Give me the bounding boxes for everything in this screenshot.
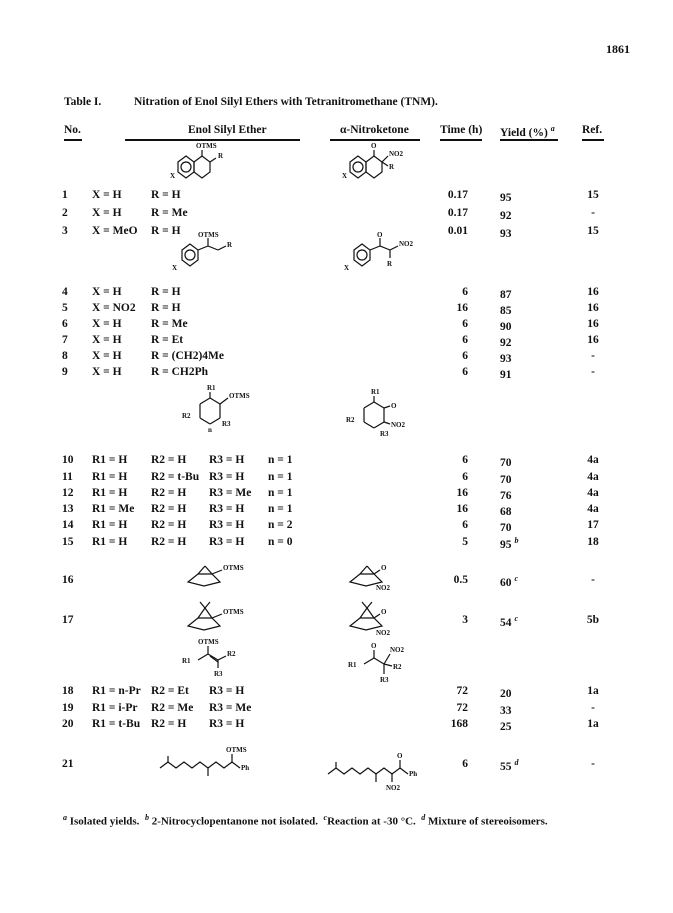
row-yield <box>500 574 518 589</box>
row-ref: - <box>591 702 595 714</box>
row-ref: - <box>591 574 595 586</box>
label-r1: R1 <box>371 388 380 396</box>
structure-nitrotetralone <box>340 142 420 184</box>
label-n: n <box>208 426 212 434</box>
label-o: O <box>381 564 387 572</box>
row-ref: 16 <box>587 318 599 330</box>
label-r2: R2 <box>346 416 355 424</box>
row-time: 6 <box>462 366 468 378</box>
row-yield-value: 33 <box>500 704 512 717</box>
header-ref: Ref. <box>582 124 603 136</box>
row-variable-3: R3 = Me <box>209 702 252 714</box>
row-ref: - <box>591 207 595 219</box>
footnote-c: Reaction at -30 °C. <box>327 815 416 828</box>
row-yield-value: 87 <box>500 288 512 301</box>
row-variable-1: X = H <box>92 189 122 201</box>
header-no: No. <box>64 124 81 136</box>
row-ref: 18 <box>587 536 599 548</box>
row-yield <box>500 702 515 717</box>
structure-norbornyl-enol-ether <box>178 560 258 590</box>
label-otms: OTMS <box>226 746 247 754</box>
row-variable-2: R = H <box>151 189 181 201</box>
structure-nitronorbornanone <box>340 560 420 594</box>
row-variable-2: R = H <box>151 286 181 298</box>
header-rule-ether <box>125 139 300 141</box>
row-variable-1: R1 = Me <box>92 503 135 515</box>
row-time: 0.5 <box>453 574 468 586</box>
label-o: O <box>371 142 377 150</box>
row-number: 17 <box>62 614 74 626</box>
row-ref: - <box>591 366 595 378</box>
row-number: 9 <box>62 366 68 378</box>
row-number: 8 <box>62 350 68 362</box>
table-footnotes <box>63 813 548 828</box>
row-ref: 1a <box>587 718 599 730</box>
row-yield <box>500 366 515 381</box>
row-number: 18 <box>62 685 74 697</box>
structure-terpenoid-enol-ether <box>152 746 272 780</box>
row-yield-footnote-mark: d <box>514 758 519 767</box>
row-variable-3: R3 = Me <box>209 487 252 499</box>
structure-cyclic-nitroketone <box>344 390 424 448</box>
label-no2: NO2 <box>376 629 390 637</box>
structure-acyclic-enol-ether <box>178 636 258 682</box>
header-rule-time <box>440 139 482 141</box>
row-variable-1: R1 = H <box>92 536 128 548</box>
row-yield <box>500 758 519 773</box>
row-time: 0.17 <box>447 207 468 219</box>
row-yield-value: 95 <box>500 191 512 204</box>
label-otms: OTMS <box>223 564 244 572</box>
row-time: 72 <box>456 685 468 697</box>
row-variable-4: n = 1 <box>268 454 293 466</box>
row-variable-3: R3 = H <box>209 536 245 548</box>
row-variable-3: R3 = H <box>209 718 245 730</box>
row-yield-value: 20 <box>500 687 512 700</box>
row-yield-footnote-mark: c <box>514 574 519 583</box>
row-time: 6 <box>462 286 468 298</box>
row-variable-2: R2 = Me <box>151 702 194 714</box>
row-variable-2: R = CH2Ph <box>151 366 209 378</box>
row-number: 4 <box>62 286 68 298</box>
structure-nitrocamphor <box>340 598 420 638</box>
row-yield <box>500 487 515 502</box>
label-otms: OTMS <box>229 392 250 400</box>
row-variable-1: X = MeO <box>92 225 138 237</box>
row-variable-1: R1 = H <box>92 519 128 531</box>
row-yield <box>500 503 515 518</box>
row-variable-1: R1 = t-Bu <box>92 718 141 730</box>
label-r2: R2 <box>393 663 402 671</box>
row-yield-value: 70 <box>500 521 512 534</box>
structure-cyclic-enol-ether <box>180 386 260 444</box>
row-number: 20 <box>62 718 74 730</box>
structure-terpenoid-nitroketone <box>320 752 440 792</box>
row-variable-1: X = H <box>92 318 122 330</box>
row-time: 16 <box>456 487 468 499</box>
row-yield-value: 93 <box>500 352 512 365</box>
row-variable-1: R1 = H <box>92 454 128 466</box>
row-yield <box>500 536 519 551</box>
row-yield <box>500 286 515 301</box>
header-enol-silyl-ether: Enol Silyl Ether <box>188 124 267 136</box>
row-yield <box>500 302 515 317</box>
row-time: 6 <box>462 334 468 346</box>
label-no2: NO2 <box>391 421 405 429</box>
row-variable-4: n = 1 <box>268 503 293 515</box>
header-yield <box>500 124 555 139</box>
label-no2: NO2 <box>386 784 400 792</box>
label-no2: NO2 <box>376 584 390 592</box>
row-yield-value: 68 <box>500 505 512 518</box>
row-yield <box>500 225 515 240</box>
row-ref: 4a <box>587 454 599 466</box>
row-variable-1: R1 = H <box>92 487 128 499</box>
row-variable-2: R2 = H <box>151 718 187 730</box>
structure-tetralone-enol-ether <box>168 142 238 184</box>
row-ref: 4a <box>587 471 599 483</box>
row-yield-value: 92 <box>500 209 512 222</box>
row-ref: - <box>591 350 595 362</box>
footnote-a: Isolated yields. <box>69 815 140 828</box>
label-r2: R2 <box>227 650 236 658</box>
row-yield <box>500 519 515 534</box>
row-variable-2: R = Me <box>151 207 188 219</box>
label-ph: Ph <box>409 770 418 778</box>
table-caption: Nitration of Enol Silyl Ethers with Tetranitromethane (TNM). <box>134 96 438 108</box>
label-r: R <box>389 163 395 171</box>
row-yield-value: 55 <box>500 760 512 773</box>
footnote-b-mark: b <box>144 813 149 822</box>
row-time: 168 <box>450 718 468 730</box>
row-ref: 16 <box>587 286 599 298</box>
row-time: 0.17 <box>447 189 468 201</box>
label-r3: R3 <box>214 670 223 678</box>
row-time: 6 <box>462 519 468 531</box>
label-o: O <box>371 642 377 650</box>
label-x: X <box>342 172 348 180</box>
row-yield <box>500 454 515 469</box>
header-time: Time (h) <box>440 124 483 136</box>
footnote-d: Mixture of stereoisomers. <box>428 815 548 828</box>
footnote-b: 2-Nitrocyclopentanone not isolated. <box>151 815 319 828</box>
structure-camphor-enol-ether <box>178 598 258 634</box>
label-x: X <box>172 264 178 272</box>
label-no2: NO2 <box>389 150 403 158</box>
row-variable-2: R = Me <box>151 318 188 330</box>
row-number: 13 <box>62 503 74 515</box>
row-number: 15 <box>62 536 74 548</box>
row-time: 16 <box>456 503 468 515</box>
row-number: 5 <box>62 302 68 314</box>
label-otms: OTMS <box>198 231 219 239</box>
row-ref: 15 <box>587 189 599 201</box>
label-r3: R3 <box>380 676 389 684</box>
label-r2: R2 <box>182 412 191 420</box>
structure-aryl-nitroketone <box>340 231 420 276</box>
row-variable-1: X = NO2 <box>92 302 136 314</box>
row-ref: 4a <box>587 503 599 515</box>
row-number: 21 <box>62 758 74 770</box>
row-yield-footnote-mark: b <box>514 536 519 545</box>
row-yield-value: 95 <box>500 538 512 551</box>
header-alpha-nitroketone: α-Nitroketone <box>340 124 409 136</box>
header-rule-ketone <box>330 139 420 141</box>
row-yield-value: 85 <box>500 304 512 317</box>
table-label: Table I. <box>64 96 102 108</box>
row-time: 72 <box>456 702 468 714</box>
row-variable-1: X = H <box>92 366 122 378</box>
row-variable-2: R = Et <box>151 334 184 346</box>
row-time: 6 <box>462 758 468 770</box>
row-time: 6 <box>462 471 468 483</box>
row-yield-value: 90 <box>500 320 512 333</box>
row-ref: - <box>591 758 595 770</box>
row-ref: 4a <box>587 487 599 499</box>
label-no2: NO2 <box>399 240 413 248</box>
header-rule-ref <box>582 139 604 141</box>
label-r: R <box>227 241 233 249</box>
footnote-d-mark: d <box>421 813 426 822</box>
row-yield-value: 70 <box>500 456 512 469</box>
row-number: 11 <box>62 471 73 483</box>
label-otms: OTMS <box>196 142 217 150</box>
row-ref: 16 <box>587 302 599 314</box>
row-variable-3: R3 = H <box>209 685 245 697</box>
label-x: X <box>344 264 350 272</box>
row-variable-1: R1 = n-Pr <box>92 685 141 697</box>
header-yield-footnote-mark: a <box>550 124 555 133</box>
row-yield-value: 76 <box>500 489 512 502</box>
row-variable-3: R3 = H <box>209 471 245 483</box>
row-variable-4: n = 1 <box>268 487 293 499</box>
row-time: 5 <box>462 536 468 548</box>
row-ref: 17 <box>587 519 599 531</box>
row-ref: 5b <box>586 614 600 626</box>
row-variable-4: n = 1 <box>268 471 293 483</box>
page-number: 1861 <box>606 42 630 56</box>
row-yield-value: 92 <box>500 336 512 349</box>
row-yield <box>500 207 515 222</box>
row-variable-2: R2 = t-Bu <box>151 471 200 483</box>
label-otms: OTMS <box>198 638 219 646</box>
label-otms: OTMS <box>223 608 244 616</box>
row-ref: 1a <box>587 685 599 697</box>
row-time: 0.01 <box>447 225 468 237</box>
footnote-a-mark: a <box>63 813 67 822</box>
row-time: 6 <box>462 318 468 330</box>
row-variable-3: R3 = H <box>209 454 245 466</box>
label-x: X <box>170 172 176 180</box>
row-time: 16 <box>456 302 468 314</box>
row-yield-value: 93 <box>500 227 512 240</box>
row-number: 16 <box>62 574 74 586</box>
row-number: 1 <box>62 189 68 201</box>
row-variable-1: X = H <box>92 334 122 346</box>
row-yield <box>500 350 515 365</box>
label-r1: R1 <box>182 657 191 665</box>
row-variable-1: X = H <box>92 207 122 219</box>
label-o: O <box>377 231 383 239</box>
structure-aryl-enol-ether <box>168 231 248 276</box>
row-number: 7 <box>62 334 68 346</box>
row-number: 14 <box>62 519 74 531</box>
row-yield-value: 54 <box>500 616 512 629</box>
header-yield-label: Yield (%) <box>500 126 548 139</box>
row-yield-value: 60 <box>500 576 512 589</box>
label-o: O <box>381 608 387 616</box>
row-variable-4: n = 0 <box>268 536 293 548</box>
row-variable-2: R2 = H <box>151 519 187 531</box>
row-number: 10 <box>62 454 74 466</box>
row-variable-2: R = H <box>151 225 181 237</box>
row-variable-1: R1 = H <box>92 471 128 483</box>
row-number: 2 <box>62 207 68 219</box>
row-yield <box>500 334 515 349</box>
row-yield <box>500 614 518 629</box>
row-variable-1: R1 = i-Pr <box>92 702 138 714</box>
row-yield-value: 25 <box>500 720 512 733</box>
label-o: O <box>391 402 397 410</box>
footnote-c-mark: c <box>323 813 328 822</box>
row-variable-2: R2 = H <box>151 503 187 515</box>
row-number: 3 <box>62 225 68 237</box>
row-variable-2: R2 = Et <box>151 685 189 697</box>
row-variable-2: R2 = H <box>151 536 187 548</box>
row-yield-value: 70 <box>500 473 512 486</box>
row-yield <box>500 189 515 204</box>
label-r: R <box>218 152 224 160</box>
row-variable-2: R = (CH2)4Me <box>151 350 224 362</box>
row-variable-2: R2 = H <box>151 487 187 499</box>
row-variable-2: R2 = H <box>151 454 187 466</box>
structure-acyclic-nitroketone <box>344 640 424 690</box>
row-variable-1: X = H <box>92 350 122 362</box>
label-r: R <box>387 260 393 268</box>
header-rule-no <box>64 139 82 141</box>
row-yield <box>500 685 515 700</box>
label-r1: R1 <box>207 384 216 392</box>
row-ref: 16 <box>587 334 599 346</box>
row-number: 12 <box>62 487 74 499</box>
label-ph: Ph <box>241 764 250 772</box>
row-time: 3 <box>462 614 468 626</box>
label-r3: R3 <box>222 420 231 428</box>
row-time: 6 <box>462 454 468 466</box>
row-yield <box>500 471 515 486</box>
header-rule-yield <box>500 139 558 141</box>
row-variable-4: n = 2 <box>268 519 293 531</box>
row-yield <box>500 318 515 333</box>
row-yield-footnote-mark: c <box>514 614 519 623</box>
label-r1: R1 <box>348 661 357 669</box>
label-o: O <box>397 752 403 760</box>
row-variable-1: X = H <box>92 286 122 298</box>
row-number: 6 <box>62 318 68 330</box>
row-variable-3: R3 = H <box>209 519 245 531</box>
row-number: 19 <box>62 702 74 714</box>
row-time: 6 <box>462 350 468 362</box>
row-ref: 15 <box>587 225 599 237</box>
row-yield <box>500 718 515 733</box>
row-yield-value: 91 <box>500 368 512 381</box>
label-r3: R3 <box>380 430 389 438</box>
row-variable-2: R = H <box>151 302 181 314</box>
label-no2: NO2 <box>390 646 404 654</box>
row-variable-3: R3 = H <box>209 503 245 515</box>
